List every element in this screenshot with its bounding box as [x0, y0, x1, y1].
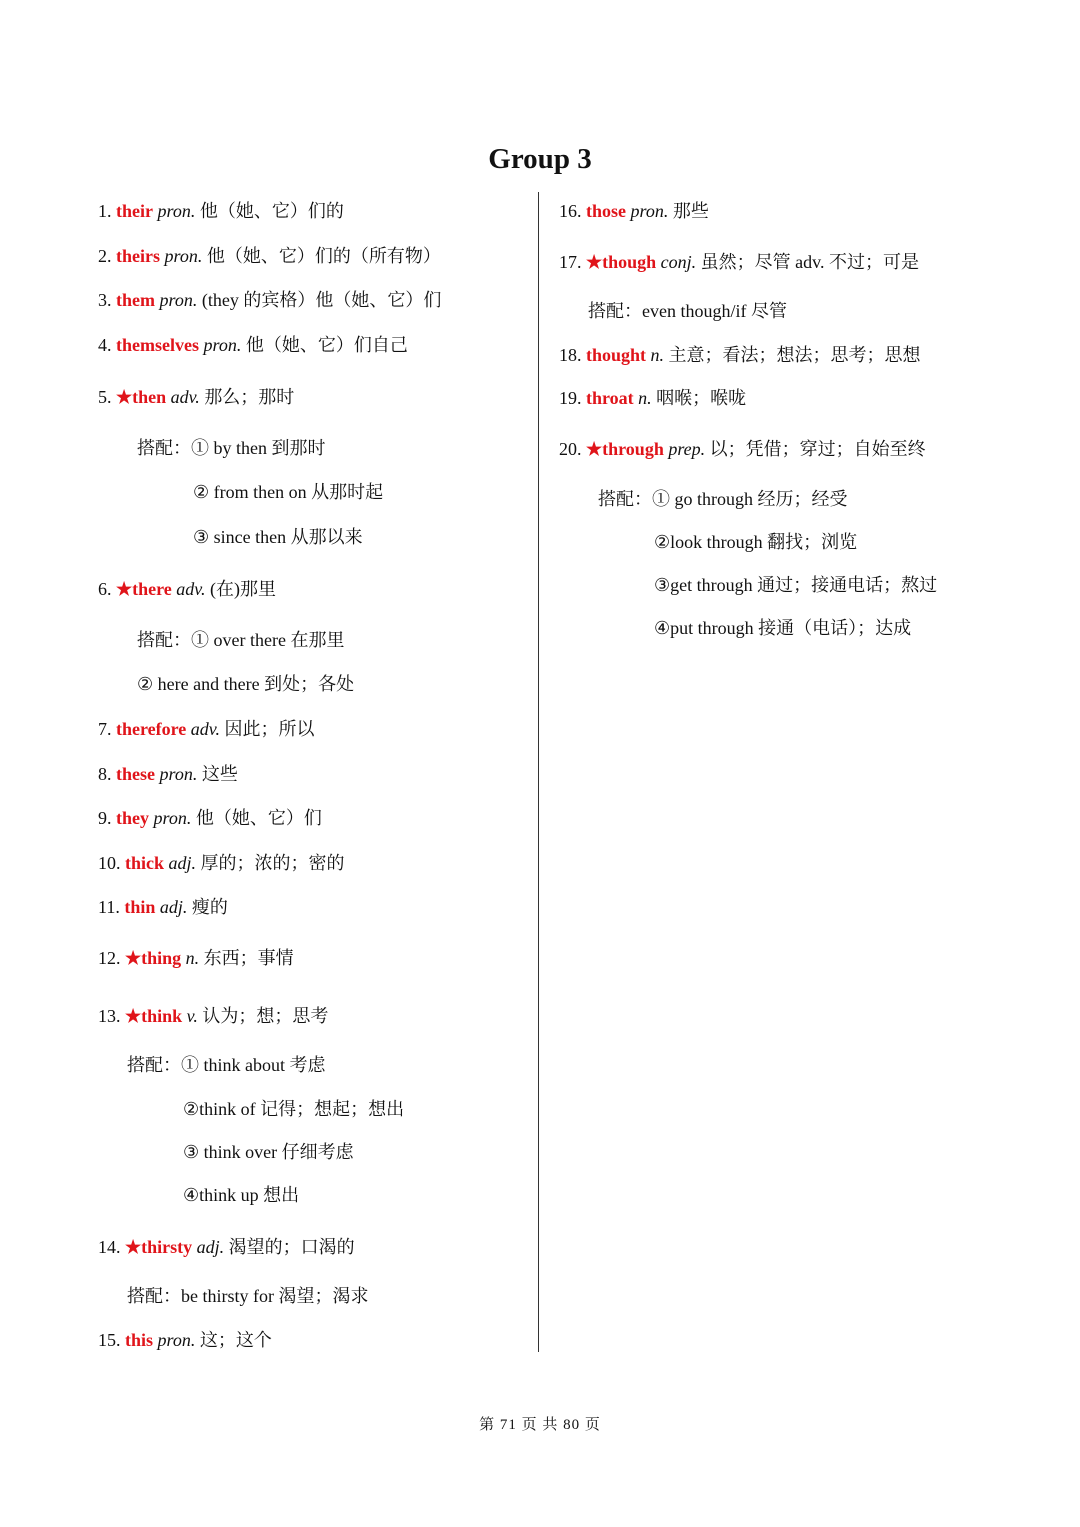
- entry-word: them: [116, 290, 155, 310]
- entry-definition: 咽喉；喉咙: [651, 388, 747, 408]
- entry-number: 2.: [98, 246, 116, 266]
- part-of-speech: pron.: [155, 764, 198, 784]
- entry-definition: 他（她、它）们的: [195, 201, 344, 221]
- entry-word: ★then: [116, 387, 167, 407]
- vocab-entry: [98, 244, 441, 268]
- entry-number: 1.: [98, 201, 116, 221]
- collocation-line: ②look through 翻找；浏览: [654, 532, 858, 552]
- entry-definition: 他（她、它）们: [191, 808, 322, 828]
- entry-definition: 东西；事情: [199, 948, 294, 968]
- part-of-speech: adj.: [155, 897, 188, 917]
- entry-number: 13.: [98, 1006, 125, 1026]
- part-of-speech: pron.: [155, 290, 198, 310]
- collocation-line: ② from then on 从那时起: [193, 482, 384, 502]
- entry-number: 7.: [98, 719, 116, 739]
- entry-definition: 虽然；尽管 adv. 不过；可是: [696, 252, 919, 272]
- part-of-speech: v.: [182, 1006, 198, 1026]
- collocation-line: 搭配：be thirsty for 渴望；渴求: [127, 1286, 369, 1306]
- entry-definition: 这些: [197, 764, 238, 784]
- part-of-speech: adj.: [164, 853, 197, 873]
- page-title: Group 3: [488, 143, 592, 175]
- vocab-entry: [98, 199, 344, 223]
- entry-word: ★thirsty: [125, 1237, 193, 1257]
- entry-number: 8.: [98, 764, 116, 784]
- entry-definition: 这；这个: [195, 1330, 272, 1350]
- vocab-entry: [98, 333, 408, 357]
- vocab-entry: [559, 250, 919, 274]
- entry-number: 16.: [559, 201, 586, 221]
- entry-word: themselves: [116, 335, 199, 355]
- entry-number: 19.: [559, 388, 586, 408]
- vocab-entry: [98, 851, 345, 875]
- part-of-speech: adj.: [192, 1237, 225, 1257]
- entry-definition: (在)那里: [205, 579, 276, 599]
- collocation-line: ② here and there 到处；各处: [137, 674, 355, 694]
- entry-word: thought: [586, 345, 647, 365]
- vocab-entry: [98, 717, 314, 741]
- entry-definition: 因此；所以: [219, 719, 315, 739]
- entry-definition: 他（她、它）们自己: [241, 335, 408, 355]
- collocation-line: ③get through 通过；接通电话；熬过: [654, 575, 938, 595]
- page-footer: 第 71 页 共 80 页: [479, 1417, 601, 1433]
- entry-word: ★though: [586, 252, 657, 272]
- entry-definition: 以；凭借；穿过；自始至终: [705, 439, 926, 459]
- entry-word: throat: [586, 388, 634, 408]
- entry-number: 5.: [98, 387, 116, 407]
- part-of-speech: n.: [633, 388, 652, 408]
- entry-number: 4.: [98, 335, 116, 355]
- entry-definition: (they 的宾格）他（她、它）们: [197, 290, 442, 310]
- collocation-line: 搭配：① by then 到那时: [137, 438, 326, 458]
- entry-number: 18.: [559, 345, 586, 365]
- vocab-entry: [559, 343, 921, 367]
- entry-definition: 那么；那时: [199, 387, 295, 407]
- vocab-entry: [98, 895, 228, 919]
- collocation-line: 搭配：even though/if 尽管: [588, 301, 787, 321]
- entry-definition: 厚的；浓的；密的: [196, 853, 345, 873]
- entry-word: ★there: [116, 579, 172, 599]
- collocation-line: ③ since then 从那以来: [193, 527, 363, 547]
- entry-word: ★think: [125, 1006, 183, 1026]
- entry-number: 14.: [98, 1237, 125, 1257]
- part-of-speech: adv.: [171, 579, 206, 599]
- entry-word: theirs: [116, 246, 160, 266]
- entry-definition: 瘦的: [187, 897, 228, 917]
- entry-word: they: [116, 808, 149, 828]
- part-of-speech: pron.: [149, 808, 192, 828]
- collocation-line: ③ think over 仔细考虑: [183, 1142, 354, 1162]
- entry-word: these: [116, 764, 155, 784]
- part-of-speech: pron.: [152, 201, 196, 221]
- entry-definition: 主意；看法；想法；思考；思想: [664, 345, 921, 365]
- entry-number: 11.: [98, 897, 125, 917]
- part-of-speech: adv.: [186, 719, 220, 739]
- collocation-line: 搭配：① over there 在那里: [137, 630, 345, 650]
- entry-number: 20.: [559, 439, 586, 459]
- entry-number: 12.: [98, 948, 125, 968]
- part-of-speech: pron.: [153, 1330, 196, 1350]
- entry-definition: 认为；想；思考: [197, 1006, 329, 1026]
- entry-number: 17.: [559, 252, 586, 272]
- entry-number: 3.: [98, 290, 116, 310]
- vocab-entry: [98, 385, 294, 409]
- collocation-line: ④put through 接通（电话）；达成: [654, 618, 912, 638]
- vocab-entry: [559, 437, 926, 461]
- part-of-speech: conj.: [656, 252, 697, 272]
- vocab-entry: [98, 577, 276, 601]
- entry-word: thick: [125, 853, 165, 873]
- vocab-entry: [559, 199, 709, 223]
- entry-number: 15.: [98, 1330, 125, 1350]
- entry-word: ★through: [586, 439, 664, 459]
- collocation-line: 搭配：① go through 经历；经受: [598, 489, 848, 509]
- collocation-line: 搭配：① think about 考虑: [127, 1055, 326, 1075]
- entry-number: 6.: [98, 579, 116, 599]
- part-of-speech: n.: [646, 345, 665, 365]
- entry-definition: 渴望的；口渴的: [224, 1237, 355, 1257]
- entry-definition: 那些: [668, 201, 709, 221]
- entry-number: 9.: [98, 808, 116, 828]
- part-of-speech: pron.: [198, 335, 242, 355]
- entry-definition: 他（她、它）们的（所有物）: [202, 246, 441, 266]
- vocab-entry: [98, 806, 322, 830]
- part-of-speech: n.: [181, 948, 200, 968]
- part-of-speech: prep.: [663, 439, 706, 459]
- entry-word: this: [125, 1330, 154, 1350]
- vocab-entry: [98, 1328, 272, 1352]
- vocab-entry: [98, 288, 441, 312]
- vocab-entry: [98, 1004, 328, 1028]
- entry-word: thin: [124, 897, 156, 917]
- entry-number: 10.: [98, 853, 125, 873]
- vocab-entry: [98, 946, 294, 970]
- part-of-speech: pron.: [160, 246, 203, 266]
- vocab-entry: [98, 762, 238, 786]
- collocation-line: ④think up 想出: [183, 1185, 300, 1205]
- entry-word: those: [586, 201, 626, 221]
- entry-word: ★thing: [125, 948, 182, 968]
- entry-word: their: [116, 201, 153, 221]
- column-divider: [538, 192, 539, 1352]
- part-of-speech: adv.: [166, 387, 200, 407]
- part-of-speech: pron.: [626, 201, 669, 221]
- vocab-entry: [98, 1235, 355, 1259]
- entry-word: therefore: [116, 719, 187, 739]
- collocation-line: ②think of 记得；想起；想出: [183, 1099, 405, 1119]
- vocab-entry: [559, 386, 746, 410]
